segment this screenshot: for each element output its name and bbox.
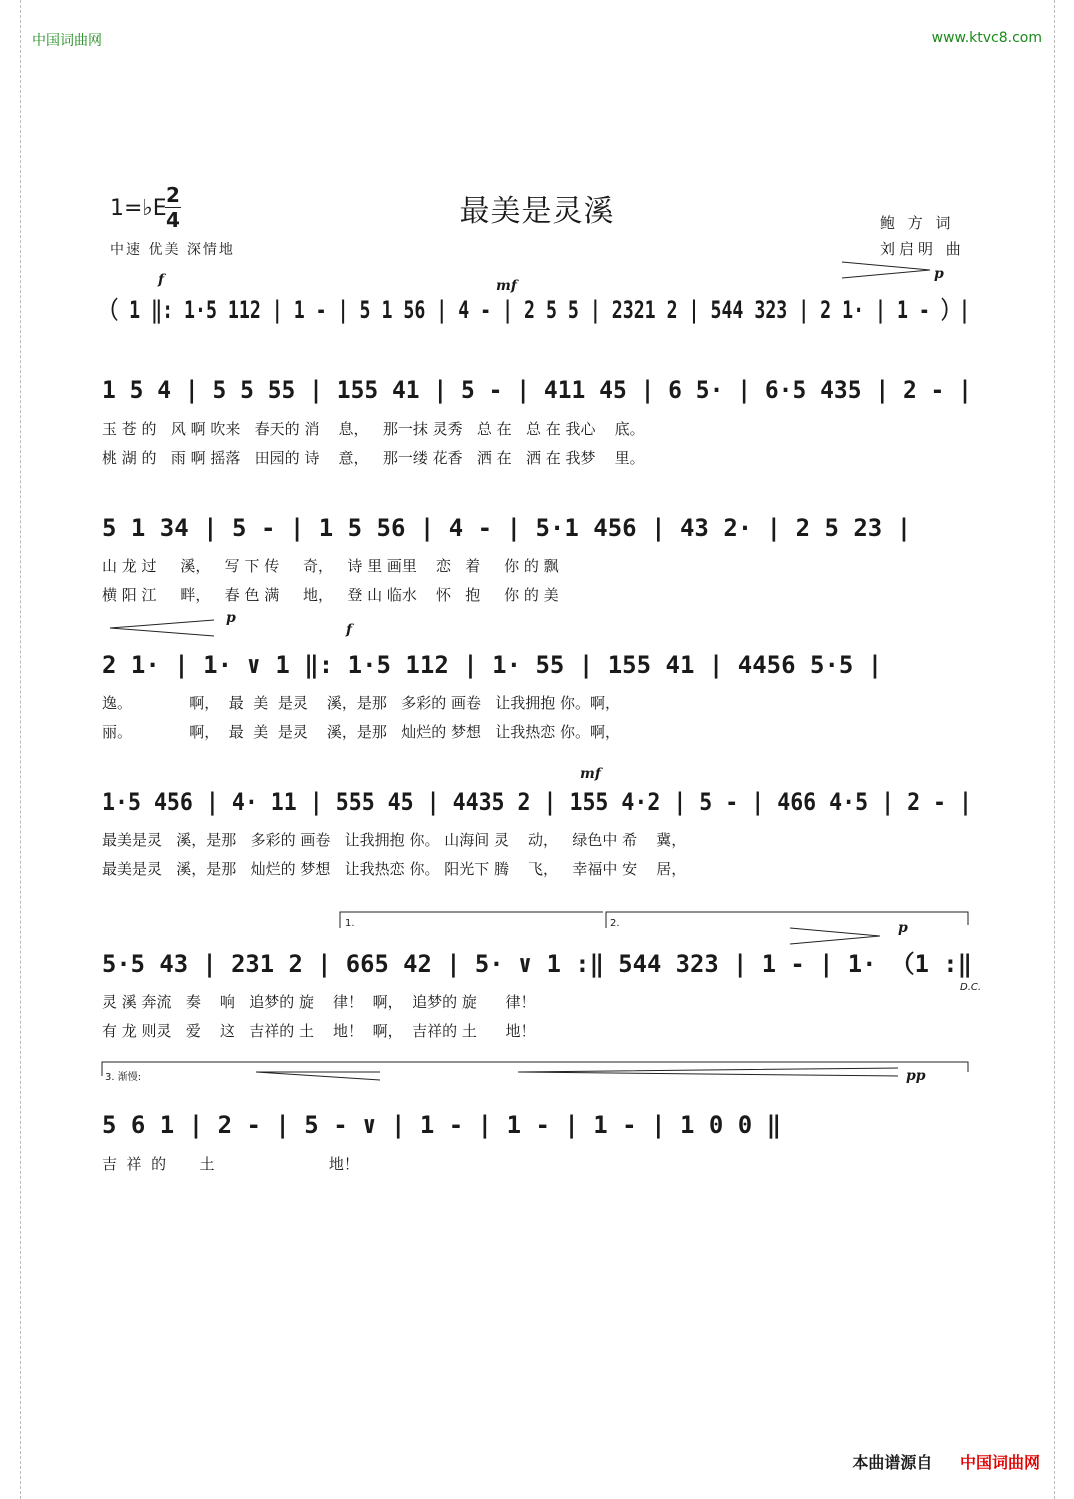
lyric-verse-1: 最美是灵 溪，是那 多彩的 画卷 让我拥抱 你。 山海间 灵 动， 绿色中 希 冀， (102, 831, 687, 849)
dynamic-piano: p (226, 610, 236, 626)
da-capo-mark: D.C. (960, 982, 982, 993)
key-signature: 1=♭E (110, 196, 167, 221)
lyric-verse-1: 山 龙 过 溪， 写 下 传 奇， 诗 里 画里 恋 着 你 的 飘 (102, 557, 559, 575)
lyric-verse-2: 横 阳 江 畔， 春 色 满 地， 登 山 临水 怀 抱 你 的 美 (102, 586, 559, 604)
dynamic-forte: f (346, 622, 353, 638)
volta-3-label: 3. 渐慢: (105, 1072, 142, 1083)
score-row-4 (100, 645, 980, 685)
dynamic-forte: f (158, 272, 165, 288)
site-url-right[interactable]: www.ktvc8.com (931, 30, 1042, 46)
tempo-marking: 中速 优美 深情地 (110, 242, 235, 258)
site-name-left[interactable]: 中国词曲网 (32, 33, 102, 49)
footer-site-link[interactable]: 中国词曲网 (959, 1453, 1040, 1472)
dynamic-pianissimo: pp (906, 1068, 926, 1084)
dynamic-piano: p (898, 920, 908, 936)
notation-line: 2 1· | 1· ∨ 1 ‖: 1·5 112 | 1· 55 | 155 41 | 4456 5·5 | (102, 651, 883, 679)
lyric-verse-2: 桃 湖 的 雨 啊 摇落 田园的 诗 意， 那一缕 花香 洒 在 洒 在 我梦 里。 (102, 449, 645, 467)
notation-line: 1·5 456 | 4· 11 | 555 45 | 4435 2 | 155 4·2 | 5 - | 466 4·5 | 2 - | (102, 788, 972, 816)
score-row-6 (100, 944, 980, 984)
notation-line: 5·5 43 | 231 2 | 665 42 | 5· ∨ 1 :‖ 544 323 | 1 - | 1· （1 :‖ (102, 950, 972, 978)
volta-2-label: 2. (610, 918, 620, 929)
dynamic-mezzo-forte: mf (496, 278, 517, 294)
lyric-verse-2: 最美是灵 溪，是那 灿烂的 梦想 让我热恋 你。 阳光下 腾 飞， 幸福中 安 居， (102, 860, 687, 878)
score-row-2 (100, 370, 980, 410)
lyric-verse-1: 吉 祥 的 土 地！ (102, 1155, 359, 1173)
lyricist-credit: 鲍 方 词 (880, 214, 955, 232)
lyric-verse-1: 逸。 啊， 最 美 是灵 溪，是那 多彩的 画卷 让我拥抱 你。啊， (102, 694, 621, 712)
lyric-verse-2: 有 龙 则灵 爱 这 吉祥的 土 地！ 啊， 吉祥的 土 地！ (102, 1022, 536, 1040)
time-signature: 2 4 (166, 183, 180, 232)
notation-line: （ 1 ‖: 1·5 112 | 1 - | 5 1 56 | 4 - | 2 5 5 | 2321 2 | 544 323 | 2 1· | 1 - ）| (100, 296, 970, 324)
volta-1-label: 1. (345, 918, 355, 929)
dynamic-piano: p (934, 266, 944, 282)
lyric-verse-1: 灵 溪 奔流 奏 响 追梦的 旋 律！ 啊， 追梦的 旋 律！ (102, 993, 536, 1011)
footer-source-label: 本曲谱源自 (852, 1453, 933, 1472)
composer-credit: 刘启明 曲 (880, 240, 965, 258)
score-row-7 (100, 1105, 980, 1145)
score-row-3 (100, 508, 980, 548)
notation-line: 5 6 1 | 2 - | 5 - ∨ | 1 - | 1 - | 1 - | 1 0 0 ‖ (102, 1111, 782, 1139)
lyric-verse-2: 丽。 啊， 最 美 是灵 溪，是那 灿烂的 梦想 让我热恋 你。啊， (102, 723, 621, 741)
notation-line: 1 5 4 | 5 5 55 | 155 41 | 5 - | 411 45 | 6 5· | 6·5 435 | 2 - | (102, 376, 972, 404)
notation-line: 5 1 34 | 5 - | 1 5 56 | 4 - | 5·1 456 | 43 2· | 2 5 23 | (102, 514, 912, 542)
score-row-5 (100, 782, 980, 822)
score-row-1 (100, 290, 980, 330)
footer-source (852, 1450, 1040, 1473)
lyric-verse-1: 玉 苍 的 风 啊 吹来 春天的 消 息， 那一抹 灵秀 总 在 总 在 我心 底。 (102, 420, 645, 438)
song-title: 最美是灵溪 (459, 194, 615, 229)
dynamic-mezzo-forte: mf (580, 766, 601, 782)
